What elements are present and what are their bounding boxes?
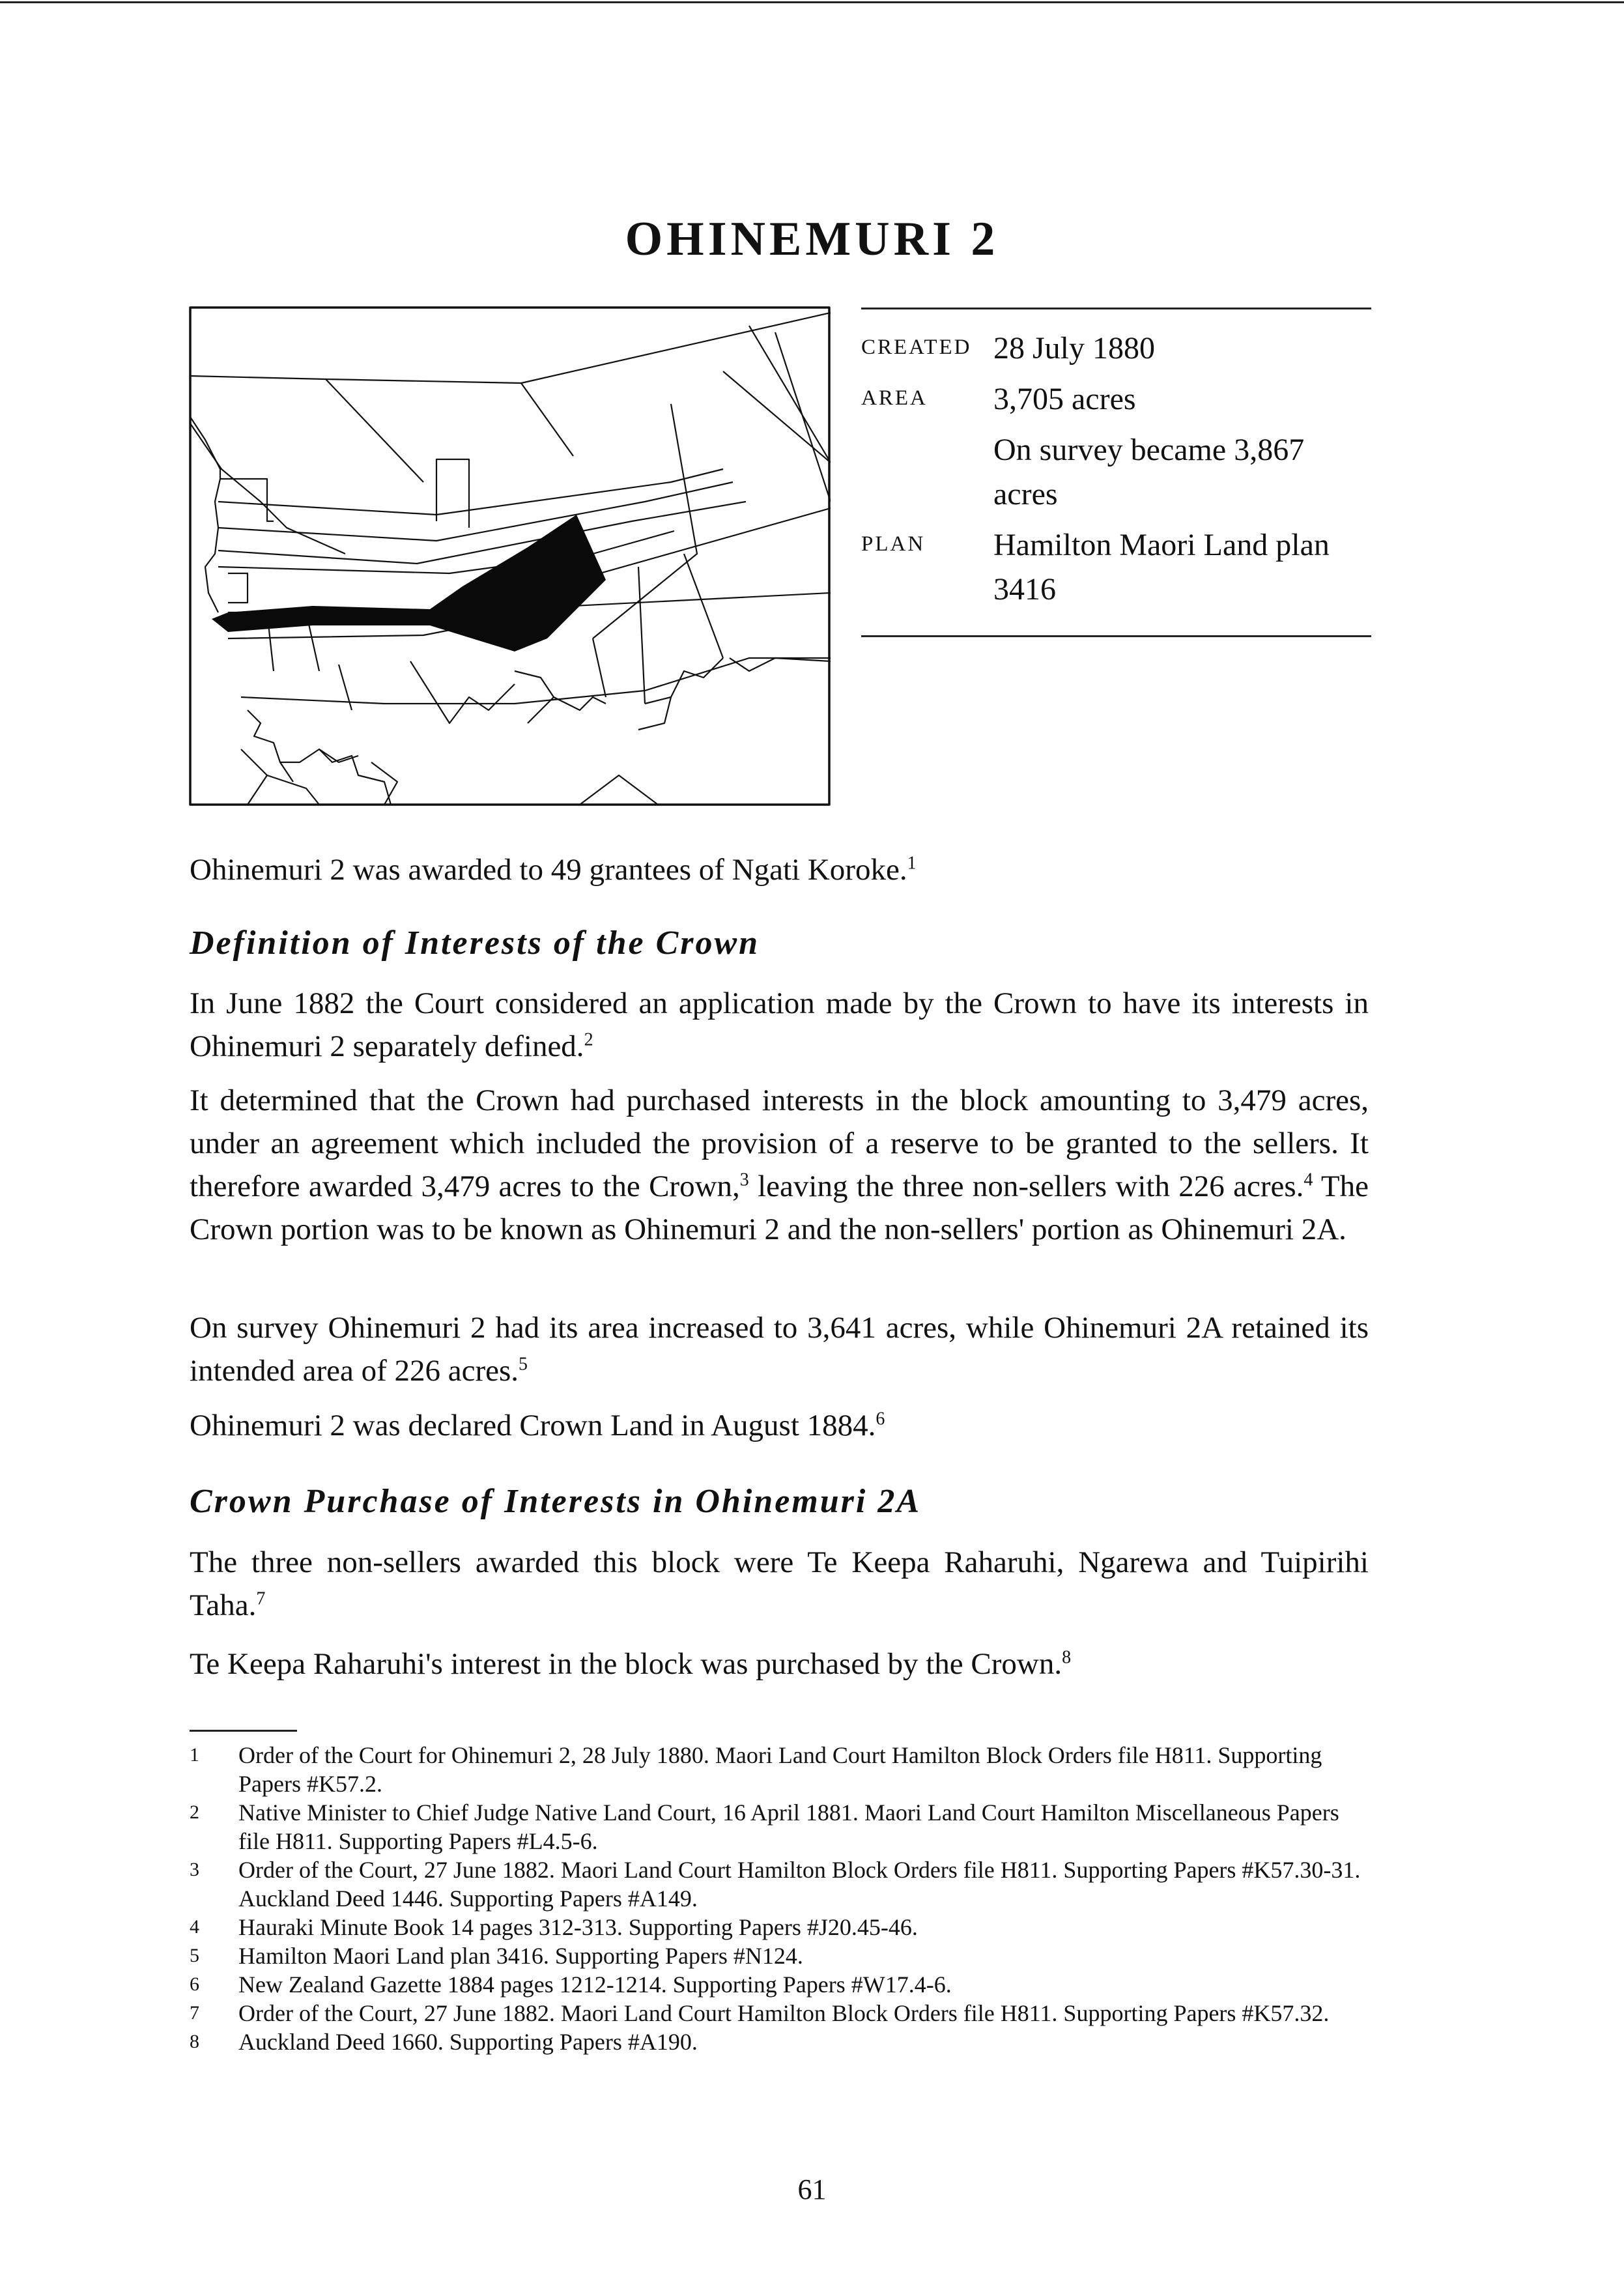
footnote-ref: 3 bbox=[739, 1169, 749, 1190]
footnotes-list bbox=[190, 1741, 1369, 2056]
footnote bbox=[190, 1856, 1369, 1913]
footnote-ref: 8 bbox=[1062, 1647, 1072, 1668]
section1-paragraph-3: On survey Ohinemuri 2 had its area increased to 3,641 acres, while Ohinemuri 2A retained its intended area of 226 acres.$^5$ bbox=[190, 1311, 1369, 1388]
created-value: 28 July 1880 bbox=[993, 331, 1156, 366]
footnote-number: 5 bbox=[190, 1945, 199, 1966]
footnote bbox=[190, 1970, 1369, 1999]
plan-value-2: 3416 bbox=[993, 572, 1056, 607]
footnote-number: 7 bbox=[190, 2002, 199, 2024]
footnote-ref: 1 bbox=[907, 853, 917, 874]
footnote-text: Order of the Court, 27 June 1882. Maori Land Court Hamilton Block Orders file H811. Supporting Papers #K57.32. bbox=[238, 2000, 1330, 2026]
footnote-number: 8 bbox=[190, 2031, 199, 2052]
footnote-number: 1 bbox=[190, 1744, 199, 1766]
footnote-ref: 6 bbox=[876, 1409, 885, 1429]
section1-paragraph-2: It determined that the Crown had purchased interests in the block amounting to 3,479 acres, under an agreement which included the provision of a reserve to be granted to the sellers. It therefore awarded 3,479 acres to the Crown,$^3$ leaving the three non-sellers with 226 acres.$^4$ The Crown portion was to be known as Ohinemuri 2 and the non-sellers' portion as Ohinemuri 2A. bbox=[190, 1083, 1369, 1246]
plan-label: PLAN bbox=[861, 532, 926, 556]
info-row-created bbox=[861, 326, 1371, 371]
page-title: OHINEMURI 2 bbox=[625, 212, 999, 266]
section-heading-definition: Definition of Interests of the Crown bbox=[190, 924, 760, 962]
block-map bbox=[189, 306, 831, 806]
footnote-ref: 7 bbox=[256, 1588, 266, 1609]
section1-paragraph-1: In June 1882 the Court considered an application made by the Crown to have its interests in Ohinemuri 2 separately defined.$^2$ bbox=[190, 986, 1369, 1063]
footnote-text: Hauraki Minute Book 14 pages 312-313. Supporting Papers #J20.45-46. bbox=[238, 1914, 918, 1940]
footnote-text: Order of the Court for Ohinemuri 2, 28 July 1880. Maori Land Court Hamilton Block Orders file H811. Supporting Papers #K57.2. bbox=[238, 1742, 1322, 1797]
footnote-ref: 5 bbox=[519, 1354, 528, 1375]
footnote-text: Auckland Deed 1660. Supporting Papers #A190. bbox=[238, 2029, 698, 2055]
footnote bbox=[190, 1913, 1369, 1942]
footnote-number: 4 bbox=[190, 1916, 199, 1938]
map-frame bbox=[190, 308, 829, 805]
footnote bbox=[190, 1942, 1369, 1970]
info-row-plan bbox=[861, 523, 1371, 612]
footnote bbox=[190, 1741, 1369, 1798]
footnote-number: 3 bbox=[190, 1859, 199, 1880]
map-boundary bbox=[190, 313, 831, 383]
section2-paragraph-2: Te Keepa Raharuhi's interest in the block was purchased by the Crown.$^8$ bbox=[190, 1647, 1072, 1681]
area-note: On survey became 3,867 acres bbox=[993, 433, 1305, 511]
footnote-text: Native Minister to Chief Judge Native Land Court, 16 April 1881. Maori Land Court Hamilton Miscellaneous Papers file H811. Supporting Papers #L4.5-6. bbox=[238, 1799, 1339, 1854]
section1-paragraph-4: Ohinemuri 2 was declared Crown Land in August 1884.$^6$ bbox=[190, 1409, 885, 1442]
plan-value: Hamilton Maori Land plan bbox=[993, 528, 1330, 562]
footnote-ref: 2 bbox=[584, 1029, 593, 1050]
footnote-ref: 4 bbox=[1303, 1169, 1313, 1190]
info-bottom-rule bbox=[861, 635, 1371, 637]
footnote bbox=[190, 1798, 1369, 1856]
section2-paragraph-1: The three non-sellers awarded this block were Te Keepa Raharuhi, Ngarewa and Tuipirihi Taha.$^7$ bbox=[190, 1545, 1369, 1622]
footnote-separator bbox=[190, 1730, 297, 1732]
footnote bbox=[190, 2028, 1369, 2056]
created-label: CREATED bbox=[861, 336, 972, 359]
area-value: 3,705 acres bbox=[993, 382, 1136, 416]
footnote-text: Order of the Court, 27 June 1882. Maori Land Court Hamilton Block Orders file H811. Supporting Papers #K57.30-31. Auckland Deed 1446. Supporting Papers #A149. bbox=[238, 1857, 1361, 1912]
info-row-area bbox=[861, 377, 1371, 422]
block-info-panel bbox=[861, 308, 1371, 637]
footnote-text: New Zealand Gazette 1884 pages 1212-1214. Supporting Papers #W17.4-6. bbox=[238, 1971, 952, 1998]
footnote-number: 6 bbox=[190, 1973, 199, 1995]
section-heading-purchase: Crown Purchase of Interests in Ohinemuri 2A bbox=[190, 1483, 922, 1520]
crown-portion-shape bbox=[212, 515, 606, 652]
page-number: 61 bbox=[797, 2173, 827, 2205]
area-label: AREA bbox=[861, 386, 928, 410]
footnote bbox=[190, 1999, 1369, 2028]
page-top-rule bbox=[0, 1, 1624, 3]
footnote-text: Hamilton Maori Land plan 3416. Supporting Papers #N124. bbox=[238, 1943, 803, 1969]
intro-paragraph: Ohinemuri 2 was awarded to 49 grantees of Ngati Koroke.$^1$ bbox=[190, 853, 917, 887]
footnote-number: 2 bbox=[190, 1801, 199, 1823]
